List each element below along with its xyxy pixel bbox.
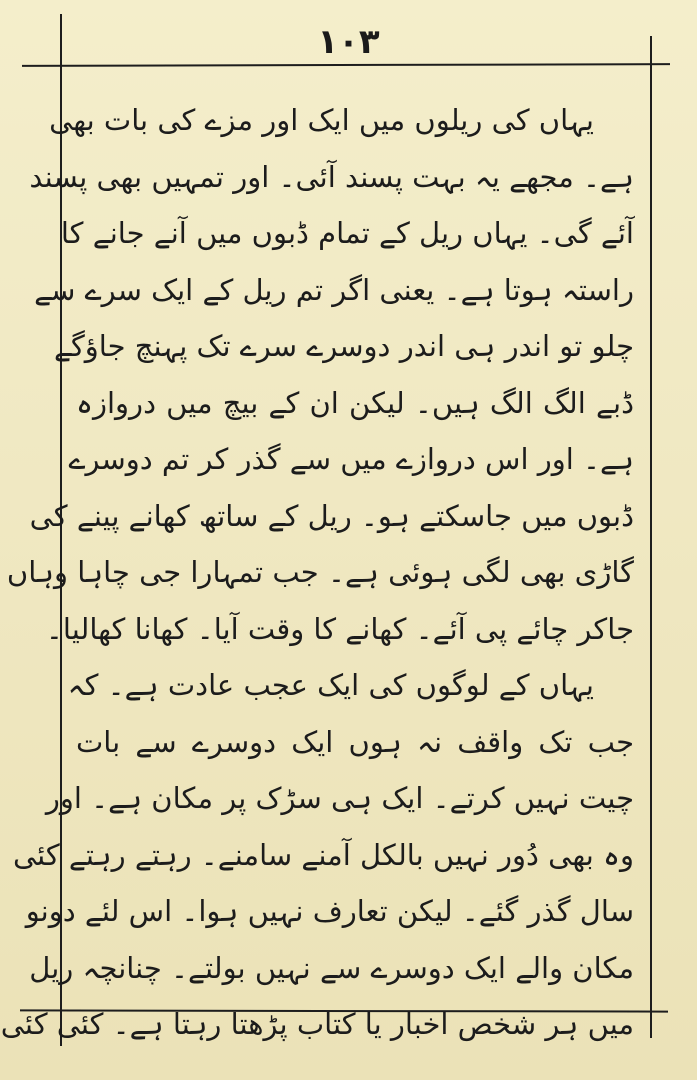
text-line: راستہ ہوتا ہے۔ یعنی اگر تم ریل کے ایک سرے سے (34, 272, 634, 307)
text-line: مکان والے ایک دوسرے سے نہیں بولتے۔ چنانچہ ریل (29, 950, 634, 985)
body-text (0, 92, 634, 1053)
text-line: ہے۔ اور اس دروازے میں سے گذر کر تم دوسرے (68, 442, 634, 476)
right-border-rule (650, 36, 652, 1038)
text-line: یہاں کے لوگوں کی ایک عجب عادت ہے۔ کہ (67, 668, 594, 702)
page-number: ١٠٣ (317, 22, 380, 62)
text-line: جب تک واقف نہ ہوں ایک دوسرے سے بات (76, 724, 634, 759)
text-line: ہے۔ مجھے یہ بہت پسند آئی۔ اور تمہیں بھی پسند (29, 159, 634, 194)
text-line: سال گذر گئے۔ لیکن تعارف نہیں ہوا۔ اس لئے دونو (25, 894, 634, 928)
text-line: ڈبوں میں جاسکتے ہو۔ ریل کے ساتھ کھانے پینے کی (29, 498, 634, 533)
text-line: میں ہر شخص اخبار یا کتاب پڑھتا رہتا ہے۔ کئی کئی (0, 1007, 634, 1041)
text-line: چیت نہیں کرتے۔ ایک ہی سڑک پر مکان ہے۔ اور (45, 781, 634, 815)
text-line: ڈبے الگ الگ ہیں۔ لیکن ان کے بیچ میں دروازہ (76, 385, 634, 420)
text-line: وہ بھی دُور نہیں بالکل آمنے سامنے۔ رہتے رہتے کئی (12, 837, 634, 872)
text-line: یہاں کی ریلوں میں ایک اور مزے کی بات بھی (49, 103, 594, 137)
top-border-rule (22, 63, 670, 67)
text-line: چلو تو اندر ہی اندر دوسرے سرے تک پہنچ جاؤگے (53, 329, 634, 363)
text-line: جاکر چائے پی آئے۔ کھانے کا وقت آیا۔ کھانا کھالیا۔ (45, 611, 634, 646)
text-line: گاڑی بھی لگی ہوئی ہے۔ جب تمہارا جی چاہا وہاں (6, 555, 634, 589)
text-line: آئے گی۔ یہاں ریل کے تمام ڈبوں میں آنے جانے کا (60, 216, 634, 250)
